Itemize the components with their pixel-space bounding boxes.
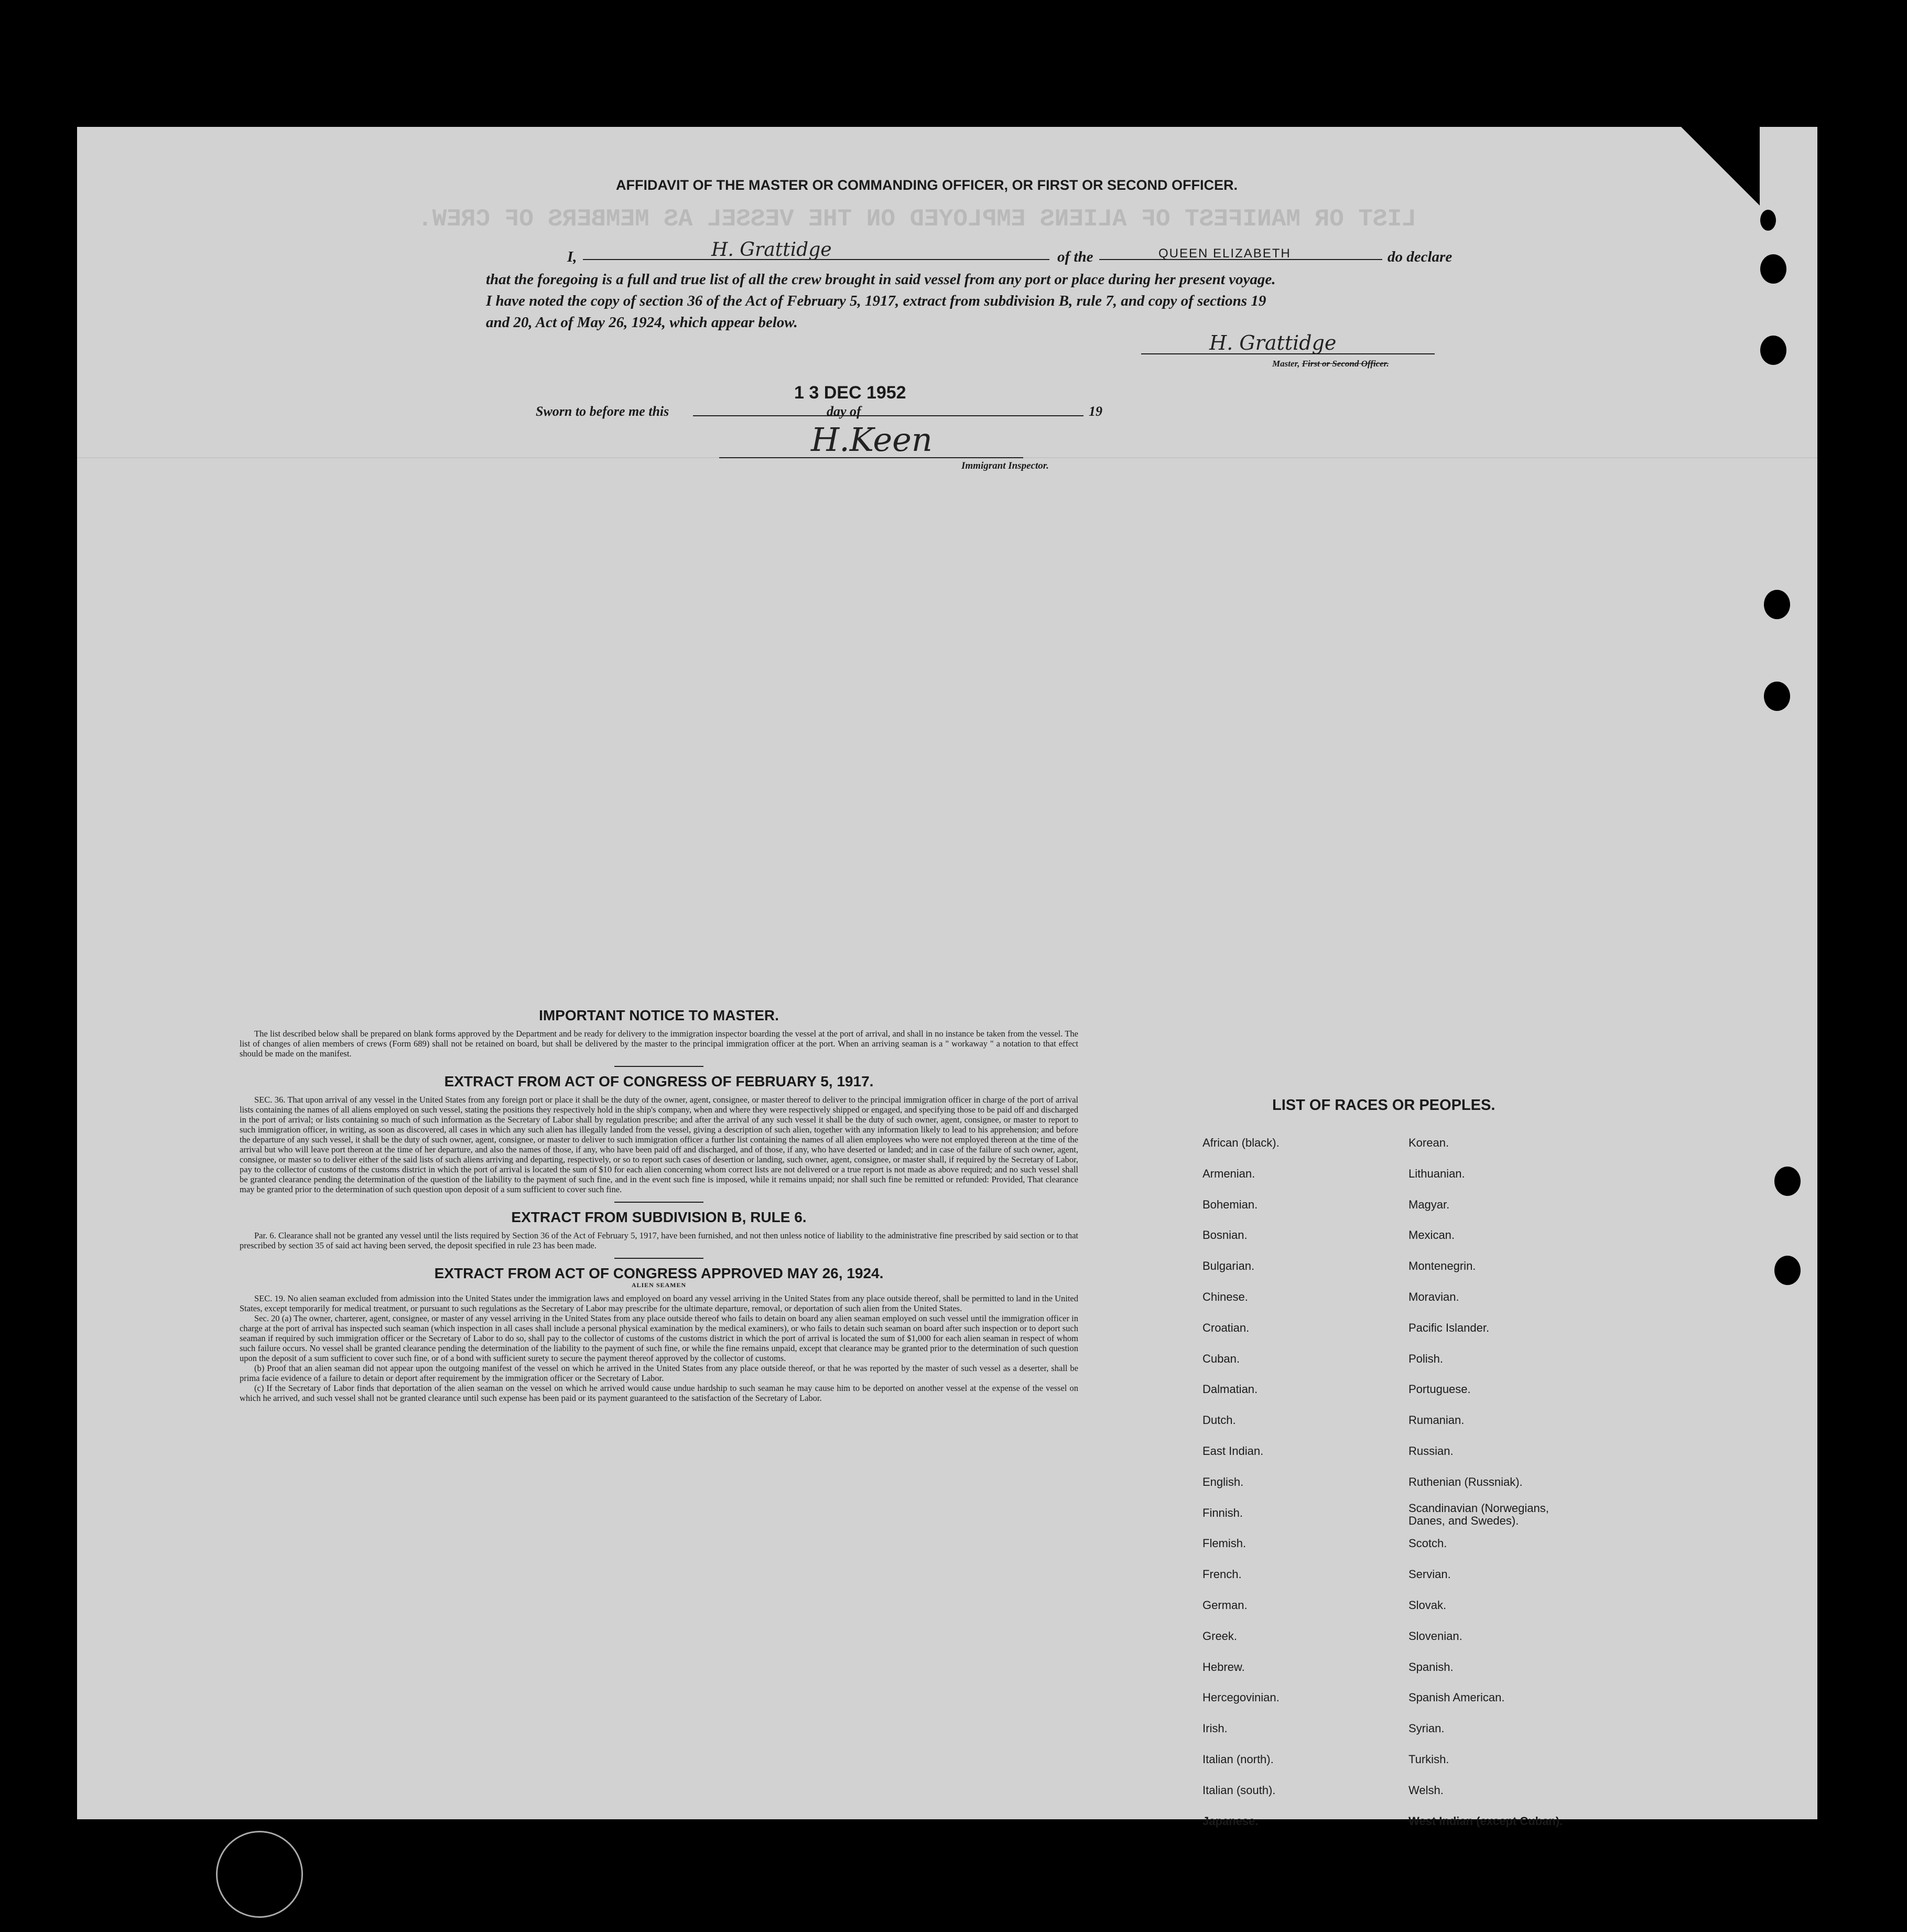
vessel-name: QUEEN ELIZABETH xyxy=(1158,246,1291,261)
race-item: Turkish. xyxy=(1408,1753,1449,1766)
race-item: Welsh. xyxy=(1408,1783,1444,1797)
race-item: Portuguese. xyxy=(1408,1383,1471,1396)
race-item: Slovak. xyxy=(1408,1599,1447,1612)
race-item: Flemish. xyxy=(1202,1537,1247,1550)
signature-title-struck: First or Second Officer. xyxy=(1302,359,1389,369)
race-item: Italian (north). xyxy=(1202,1753,1274,1766)
race-item: Polish. xyxy=(1408,1352,1444,1365)
punch-hole xyxy=(1764,682,1790,711)
race-item: African (black). xyxy=(1202,1136,1280,1149)
master-name-signature: H. Grattidge xyxy=(711,239,832,261)
punch-hole xyxy=(1764,590,1790,619)
race-item: Hebrew. xyxy=(1202,1660,1245,1674)
master-signature: H. Grattidge xyxy=(1209,331,1337,354)
extract-1917-title: EXTRACT FROM ACT OF CONGRESS OF FEBRUARY 5, 1917. xyxy=(444,1073,874,1089)
year-prefix: 19 xyxy=(1089,404,1102,419)
embossed-seal xyxy=(216,1831,303,1918)
race-item: Dutch. xyxy=(1202,1413,1236,1427)
race-item: Croatian. xyxy=(1202,1321,1250,1334)
race-item: Lithuanian. xyxy=(1408,1167,1465,1180)
inspector-signature: H.Keen xyxy=(811,420,933,459)
sworn-text: Sworn to before me this xyxy=(536,404,669,419)
inspector-signature-line xyxy=(719,457,1023,458)
extract-1924-sec20b: (b) Proof that an alien seaman did not appear upon the outgoing manifest of the vessel on which he arrived in the United States from any place outside thereof, or that he was reported by the master of such vessel as a deserter, shall be prima facie evidence of a failure to detain or deport after requirement by the immigration officer or the Secretary of Labor. xyxy=(240,1363,1078,1383)
race-item: West Indian (except Cuban). xyxy=(1408,1814,1563,1828)
sworn-date-stamp: 1 3 DEC 1952 xyxy=(794,383,906,403)
race-item: English. xyxy=(1202,1475,1244,1488)
race-item: Irish. xyxy=(1202,1722,1228,1735)
notice-title: IMPORTANT NOTICE TO MASTER. xyxy=(539,1007,779,1023)
master-signature-line xyxy=(1141,353,1435,354)
affidavit-line-3: I have noted the copy of section 36 of the Act of February 5, 1917, extract from subdivision B, rule 7, and copy of sections 19 xyxy=(486,293,1266,309)
race-item: Bohemian. xyxy=(1202,1197,1258,1211)
race-item: Montenegrin. xyxy=(1408,1259,1476,1273)
punch-hole xyxy=(1760,254,1786,284)
race-item: Japanese. xyxy=(1202,1814,1259,1828)
race-item: German. xyxy=(1202,1599,1248,1612)
torn-corner xyxy=(1681,127,1760,206)
race-item: Scotch. xyxy=(1408,1537,1447,1550)
race-item: Servian. xyxy=(1408,1568,1451,1581)
affidavit-declare-label: do declare xyxy=(1388,249,1453,265)
race-item: Magyar. xyxy=(1408,1197,1450,1211)
punch-hole xyxy=(1774,1167,1801,1196)
sworn-date-line xyxy=(693,415,1083,416)
race-item: Hercegovinian. xyxy=(1202,1691,1280,1704)
signature-title-master: Master, xyxy=(1272,359,1302,369)
race-item: Ruthenian (Russniak). xyxy=(1408,1475,1523,1488)
punch-hole xyxy=(1760,336,1786,365)
extract-1924-sec20c: (c) If the Secretary of Labor finds that deportation of the alien seaman on the vessel on which he arrived would cause undue hardship to such seaman he may cause him to be deported on another vessel at the expense of the vessel on which he arrived, and such vessel shall not be granted clearance until such expense has been paid or its payment guaranteed to the satisfaction of the Secretary of Labor. xyxy=(240,1383,1078,1403)
races-title: LIST OF RACES OR PEOPLES. xyxy=(1272,1097,1496,1114)
race-item: Bulgarian. xyxy=(1202,1259,1255,1273)
punch-hole xyxy=(1774,1256,1801,1285)
race-item: Russian. xyxy=(1408,1444,1454,1458)
inspector-label: Immigrant Inspector. xyxy=(961,460,1049,471)
race-item: Rumanian. xyxy=(1408,1413,1465,1427)
divider xyxy=(614,1066,703,1067)
extract-1924-title: EXTRACT FROM ACT OF CONGRESS APPROVED MAY 26, 1924. xyxy=(434,1265,884,1281)
race-item: Spanish American. xyxy=(1408,1691,1505,1704)
race-item: Moravian. xyxy=(1408,1290,1459,1303)
extract-1917-body: SEC. 36. That upon arrival of any vessel in the United States from any foreign port or place it shall be the duty of the owner, agent, consignee, or master thereof to deliver to the principal immigration officer in charge of the port of arrival lists containing the names of all aliens employed on such vessel, stating the positions they respectively hold in the ship's company, when and where they were respectively shipped or engaged, and specifying those to be paid off and discharged in the port of arrival; or lists containing so much of such information as the Secretary of Labor shall by regulation prescribe; and after the arrival of any such vessel it shall be the duty of such owner, agent, consignee, or master to report to such immigration officer, in writing, as soon as discovered, all cases in which any such alien has illegally landed from the vessel, giving a description of such alien, together with any information likely to lead to his apprehension; and before the departure of any such vessel, it shall be the duty of such owner, agent, consignee, or master to deliver to such immigration officer a further list containing the names of all alien employees who were not employed thereon at the time of the arrival but who will leave port thereon at the time of her departure, and also the names of those, if any, who have been paid off and discharged, and of those, if any, who have deserted or landed; and in case of the failure of such owner, agent, consignee, or master so to deliver either of the said lists of such aliens arriving and departing, respectively, or so to report such cases of desertion or landing, such owner, agent, consignee, or master shall, if required by the Secretary of Labor, pay to the collector of customs of the customs district in which the port of arrival is located the sum of $10 for each alien concerning whom correct lists are not delivered or a true report is not made as above required; and no such vessel shall be granted clearance pending the determination of the question of the liability to the payment of such fine, and in the event such fine is imposed, while it remains unpaid; nor shall such fine be remitted or refunded: Provided, That clearance may be granted prior to the determination of such question upon deposit of a sum sufficient to cover such fine. xyxy=(240,1095,1078,1194)
affidavit-i-label: I, xyxy=(567,249,577,265)
race-item: Armenian. xyxy=(1202,1167,1255,1180)
race-item: Mexican. xyxy=(1408,1228,1455,1242)
race-item: French. xyxy=(1202,1568,1242,1581)
affidavit-line-4: and 20, Act of May 26, 1924, which appear below. xyxy=(486,314,798,331)
affidavit-title: AFFIDAVIT OF THE MASTER OR COMMANDING OFFICER, OR FIRST OR SECOND OFFICER. xyxy=(616,177,1238,193)
race-item: Syrian. xyxy=(1408,1722,1445,1735)
bleed-through-header: LIST OR MANIFEST OF ALIENS EMPLOYED ON THE VESSEL AS MEMBERS OF CREW. xyxy=(418,206,1416,233)
race-item: Spanish. xyxy=(1408,1660,1454,1674)
notice-body: The list described below shall be prepared on blank forms approved by the Department and be ready for delivery to the immigration inspector boarding the vessel at the port of arrival, and shall in no instance be taken from the vessel. The list of changes of alien members of crews (Form 689) shall not be retained on board, but shall be delivered by the master to the principal immigration officer at the port. When an arriving seaman is a " workaway " a notation to that effect should be made on the manifest. xyxy=(240,1029,1078,1059)
race-item: Slovenian. xyxy=(1408,1629,1462,1643)
extract-rule6-title: EXTRACT FROM SUBDIVISION B, RULE 6. xyxy=(511,1209,807,1225)
extract-1924-sec20a: Sec. 20 (a) The owner, charterer, agent, consignee, or master of any vessel arriving in the United States from any place outside thereof who fails to detain on board any alien seaman employed on such vessel until the immigration officer in charge at the port of arrival has inspected such seaman (which inspection in all cases shall include a personal physical examination by the medical examiners), or who fails to detain such seaman on board after such inspection or to deport such seaman if required by such immigration officer or the Secretary of Labor to do so, shall pay to the collector of customs of the customs district in which the port of arrival is located the sum of $1,000 for each alien seaman in respect of whom such failure occurs. No vessel shall be granted clearance pending the determination of the liability to the payment of such fine, or while the fine remains unpaid, except that clearance may be granted prior to the determination of such question upon the deposit of a sum sufficient to cover such fine, or of a bond with sufficient surety to secure the payment thereof approved by the collector of customs. xyxy=(240,1313,1078,1363)
race-item: Finnish. xyxy=(1202,1506,1243,1519)
race-item: East Indian. xyxy=(1202,1444,1264,1458)
affidavit-line-2: that the foregoing is a full and true list of all the crew brought in said vessel from any port or place during her present voyage. xyxy=(486,271,1276,288)
race-item: Korean. xyxy=(1408,1136,1449,1149)
race-item: Cuban. xyxy=(1202,1352,1240,1365)
extract-rule6-body: Par. 6. Clearance shall not be granted any vessel until the lists required by Section 36 of the Act of February 5, 1917, have been furnished, and not then unless notice of liability to the administrative fine prescribed by said section or to that prescribed by section 35 of said act having been served, the deposit specified in rule 23 has been made. xyxy=(240,1231,1078,1250)
document-page xyxy=(77,127,1817,1828)
race-item: Italian (south). xyxy=(1202,1783,1276,1797)
race-item: Greek. xyxy=(1202,1629,1238,1643)
signature-title xyxy=(1272,359,1389,369)
affidavit-of-the-label: of the xyxy=(1057,249,1093,265)
divider xyxy=(614,1258,703,1259)
race-item: Chinese. xyxy=(1202,1290,1248,1303)
race-item: Scandinavian (Norwegians, Danes, and Swedes). xyxy=(1408,1501,1549,1527)
day-of-label: day of xyxy=(827,404,861,419)
punch-hole xyxy=(1760,210,1776,231)
extract-1924-sec19: SEC. 19. No alien seaman excluded from admission into the United States under the immigration laws and employed on board any vessel arriving in the United States from any place outside thereof, shall be permitted to land in the United States, except temporarily for medical treatment, or pursuant to such regulations as the Secretary of Labor may prescribe for the ultimate departure, removal, or deportation of such alien from the United States. xyxy=(240,1293,1078,1313)
race-item: Pacific Islander. xyxy=(1408,1321,1490,1334)
race-item: Dalmatian. xyxy=(1202,1383,1258,1396)
legal-notices xyxy=(240,1007,1078,1403)
extract-1924-subtitle: ALIEN SEAMEN xyxy=(631,1281,687,1289)
divider xyxy=(614,1202,703,1203)
race-item: Bosnian. xyxy=(1202,1228,1248,1242)
